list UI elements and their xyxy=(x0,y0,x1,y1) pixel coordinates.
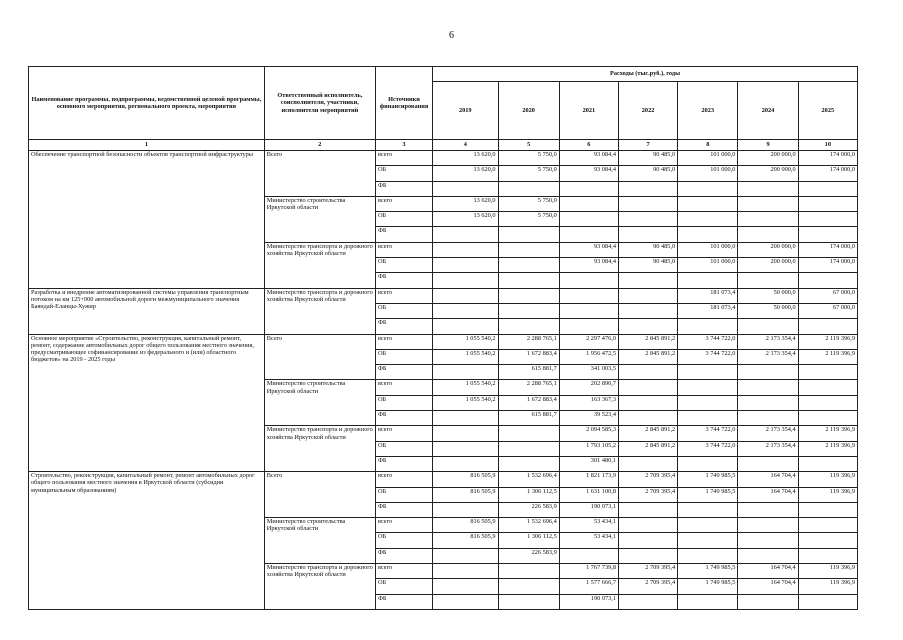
value-cell xyxy=(678,212,738,227)
value-cell: 164 704,4 xyxy=(738,564,798,579)
value-cell xyxy=(678,518,738,533)
value-cell: 816 505,9 xyxy=(433,487,498,502)
value-cell xyxy=(433,411,498,426)
value-cell: 90 485,0 xyxy=(618,258,677,273)
value-cell xyxy=(618,395,677,410)
value-cell xyxy=(559,227,618,242)
source-cell: ФБ xyxy=(375,227,432,242)
executor-cell: Министерство строительства Иркутской области xyxy=(264,380,375,426)
value-cell xyxy=(618,502,677,517)
value-cell xyxy=(433,502,498,517)
value-cell xyxy=(678,502,738,517)
value-cell: 119 396,9 xyxy=(798,579,857,594)
value-cell: 2 119 396,9 xyxy=(798,334,857,349)
header-year: 2020 xyxy=(498,82,559,140)
value-cell xyxy=(498,441,559,456)
value-cell: 13 620,0 xyxy=(433,196,498,211)
value-cell: 101 000,0 xyxy=(678,242,738,257)
source-cell: ОБ xyxy=(375,166,432,181)
value-cell: 5 750,0 xyxy=(498,151,559,166)
value-cell: 1 532 696,4 xyxy=(498,472,559,487)
value-cell: 39 523,4 xyxy=(559,411,618,426)
value-cell: 174 000,0 xyxy=(798,258,857,273)
source-cell: ОБ xyxy=(375,533,432,548)
source-cell: ФБ xyxy=(375,181,432,196)
value-cell: 200 000,0 xyxy=(738,151,798,166)
source-cell: ФБ xyxy=(375,548,432,563)
value-cell: 2 119 396,9 xyxy=(798,426,857,441)
value-cell: 2 288 765,1 xyxy=(498,334,559,349)
value-cell xyxy=(498,594,559,609)
value-cell xyxy=(738,227,798,242)
source-cell: ОБ xyxy=(375,349,432,364)
value-cell xyxy=(498,288,559,303)
header-year: 2024 xyxy=(738,82,798,140)
source-cell: ФБ xyxy=(375,273,432,288)
value-cell xyxy=(618,594,677,609)
value-cell xyxy=(433,288,498,303)
value-cell xyxy=(498,564,559,579)
value-cell: 5 750,0 xyxy=(498,166,559,181)
header-executor: Ответственный исполнитель, соисполнители, участники, исполнители мероприятий xyxy=(264,67,375,140)
value-cell xyxy=(433,319,498,334)
value-cell xyxy=(433,242,498,257)
value-cell xyxy=(738,212,798,227)
value-cell xyxy=(559,548,618,563)
value-cell xyxy=(678,365,738,380)
source-cell: ФБ xyxy=(375,411,432,426)
value-cell xyxy=(559,196,618,211)
value-cell: 119 396,9 xyxy=(798,564,857,579)
value-cell: 163 367,3 xyxy=(559,395,618,410)
value-cell: 119 396,9 xyxy=(798,487,857,502)
value-cell xyxy=(738,319,798,334)
value-cell: 1 956 472,5 xyxy=(559,349,618,364)
value-cell xyxy=(498,579,559,594)
value-cell: 5 750,0 xyxy=(498,196,559,211)
value-cell xyxy=(738,502,798,517)
table-row xyxy=(29,334,858,349)
source-cell: ОБ xyxy=(375,395,432,410)
value-cell: 615 881,7 xyxy=(498,411,559,426)
value-cell: 101 000,0 xyxy=(678,151,738,166)
value-cell: 53 434,1 xyxy=(559,518,618,533)
value-cell: 13 620,0 xyxy=(433,151,498,166)
value-cell xyxy=(678,533,738,548)
source-cell: ФБ xyxy=(375,456,432,471)
value-cell: 13 620,0 xyxy=(433,166,498,181)
value-cell xyxy=(798,548,857,563)
value-cell: 2 845 891,2 xyxy=(618,334,677,349)
value-cell: 2 119 396,9 xyxy=(798,349,857,364)
column-number: 8 xyxy=(678,140,738,151)
source-cell: всего xyxy=(375,472,432,487)
value-cell: 1 749 985,5 xyxy=(678,472,738,487)
value-cell xyxy=(559,273,618,288)
value-cell: 202 890,7 xyxy=(559,380,618,395)
value-cell xyxy=(498,319,559,334)
value-cell xyxy=(618,227,677,242)
value-cell xyxy=(678,395,738,410)
source-cell: всего xyxy=(375,518,432,533)
value-cell xyxy=(433,548,498,563)
source-cell: ФБ xyxy=(375,594,432,609)
value-cell: 174 000,0 xyxy=(798,166,857,181)
value-cell xyxy=(798,365,857,380)
value-cell: 1 767 739,8 xyxy=(559,564,618,579)
value-cell xyxy=(738,365,798,380)
value-cell xyxy=(498,242,559,257)
value-cell xyxy=(798,594,857,609)
value-cell xyxy=(798,196,857,211)
value-cell: 174 000,0 xyxy=(798,151,857,166)
value-cell: 1 532 696,4 xyxy=(498,518,559,533)
value-cell xyxy=(433,426,498,441)
value-cell xyxy=(618,212,677,227)
column-number: 2 xyxy=(264,140,375,151)
column-number: 5 xyxy=(498,140,559,151)
value-cell: 93 084,4 xyxy=(559,258,618,273)
value-cell: 2 709 395,4 xyxy=(618,564,677,579)
value-cell: 1 631 100,8 xyxy=(559,487,618,502)
value-cell xyxy=(559,288,618,303)
value-cell xyxy=(618,548,677,563)
value-cell: 174 000,0 xyxy=(798,242,857,257)
value-cell: 164 704,4 xyxy=(738,472,798,487)
value-cell: 615 881,7 xyxy=(498,365,559,380)
value-cell xyxy=(678,227,738,242)
value-cell: 93 084,4 xyxy=(559,242,618,257)
column-number: 7 xyxy=(618,140,677,151)
value-cell xyxy=(738,380,798,395)
source-cell: всего xyxy=(375,334,432,349)
activity-name: Разработка и внедрение автоматизированной системы управления транспортным потоком на км 125+000 автомобильной дороги межмуниципального значения Баяндай-Еланцы-Хужир xyxy=(29,288,265,334)
table-row xyxy=(29,151,858,166)
header-year: 2023 xyxy=(678,82,738,140)
value-cell xyxy=(738,273,798,288)
value-cell: 2 288 765,1 xyxy=(498,380,559,395)
value-cell: 93 084,4 xyxy=(559,151,618,166)
value-cell xyxy=(433,258,498,273)
source-cell: всего xyxy=(375,380,432,395)
value-cell xyxy=(798,411,857,426)
value-cell: 1 306 112,5 xyxy=(498,487,559,502)
header-year: 2022 xyxy=(618,82,677,140)
source-cell: ОБ xyxy=(375,579,432,594)
value-cell: 1 055 540,2 xyxy=(433,349,498,364)
source-cell: всего xyxy=(375,242,432,257)
header-year: 2019 xyxy=(433,82,498,140)
value-cell xyxy=(498,456,559,471)
executor-cell: Министерство строительства Иркутской области xyxy=(264,518,375,564)
value-cell xyxy=(559,303,618,318)
source-cell: ОБ xyxy=(375,303,432,318)
value-cell xyxy=(678,456,738,471)
column-number: 3 xyxy=(375,140,432,151)
value-cell: 2 709 395,4 xyxy=(618,472,677,487)
value-cell: 90 485,0 xyxy=(618,151,677,166)
value-cell: 2 173 354,4 xyxy=(738,426,798,441)
value-cell xyxy=(618,303,677,318)
value-cell xyxy=(618,288,677,303)
value-cell xyxy=(433,441,498,456)
value-cell: 1 749 985,5 xyxy=(678,564,738,579)
value-cell: 226 583,9 xyxy=(498,502,559,517)
value-cell: 200 000,0 xyxy=(738,258,798,273)
value-cell xyxy=(798,181,857,196)
value-cell xyxy=(798,502,857,517)
source-cell: ФБ xyxy=(375,365,432,380)
source-cell: всего xyxy=(375,564,432,579)
executor-cell: Министерство транспорта и дорожного хозяйства Иркутской области xyxy=(264,288,375,334)
column-number: 4 xyxy=(433,140,498,151)
header-name: Наименование программы, подпрограммы, ведомственной целевой программы, основного мероприятия, регионального проекта, мероприятия xyxy=(29,67,265,140)
header-source: Источники финансирования xyxy=(375,67,432,140)
value-cell xyxy=(618,518,677,533)
value-cell xyxy=(738,456,798,471)
value-cell xyxy=(433,594,498,609)
value-cell: 90 485,0 xyxy=(618,166,677,181)
value-cell xyxy=(498,181,559,196)
value-cell xyxy=(433,303,498,318)
value-cell xyxy=(738,548,798,563)
value-cell: 2 709 395,4 xyxy=(618,579,677,594)
value-cell xyxy=(433,273,498,288)
value-cell xyxy=(433,564,498,579)
value-cell xyxy=(798,273,857,288)
value-cell xyxy=(618,456,677,471)
source-cell: всего xyxy=(375,288,432,303)
value-cell: 50 000,0 xyxy=(738,303,798,318)
value-cell: 119 396,9 xyxy=(798,472,857,487)
value-cell: 2 094 585,3 xyxy=(559,426,618,441)
column-number: 9 xyxy=(738,140,798,151)
page-number: 6 xyxy=(449,30,454,41)
value-cell xyxy=(433,579,498,594)
value-cell xyxy=(678,181,738,196)
value-cell: 1 306 112,5 xyxy=(498,533,559,548)
value-cell: 190 073,1 xyxy=(559,594,618,609)
value-cell: 50 000,0 xyxy=(738,288,798,303)
value-cell xyxy=(618,273,677,288)
value-cell xyxy=(498,273,559,288)
source-cell: всего xyxy=(375,426,432,441)
value-cell: 1 672 883,4 xyxy=(498,349,559,364)
value-cell xyxy=(498,426,559,441)
value-cell: 2 845 891,2 xyxy=(618,349,677,364)
value-cell xyxy=(433,456,498,471)
column-number: 6 xyxy=(559,140,618,151)
value-cell: 2 173 354,4 xyxy=(738,334,798,349)
executor-cell: Министерство транспорта и дорожного хозяйства Иркутской области xyxy=(264,426,375,472)
value-cell: 190 073,1 xyxy=(559,502,618,517)
activity-name: Обеспечение транспортной безопасности объектов транспортной инфраструктуры xyxy=(29,151,265,289)
value-cell: 341 003,5 xyxy=(559,365,618,380)
executor-cell: Министерство строительства Иркутской области xyxy=(264,196,375,242)
value-cell: 1 821 173,9 xyxy=(559,472,618,487)
value-cell: 816 505,9 xyxy=(433,533,498,548)
value-cell: 3 744 722,0 xyxy=(678,441,738,456)
value-cell xyxy=(559,319,618,334)
value-cell xyxy=(678,594,738,609)
value-cell: 164 704,4 xyxy=(738,487,798,502)
value-cell xyxy=(678,548,738,563)
value-cell: 2 297 476,0 xyxy=(559,334,618,349)
value-cell xyxy=(433,365,498,380)
header-year: 2021 xyxy=(559,82,618,140)
value-cell xyxy=(618,181,677,196)
header-expenses: Расходы (тыс.руб.), годы xyxy=(433,67,858,82)
value-cell: 5 750,0 xyxy=(498,212,559,227)
executor-cell: Министерство транспорта и дорожного хозяйства Иркутской области xyxy=(264,564,375,610)
value-cell xyxy=(798,456,857,471)
value-cell xyxy=(618,196,677,211)
source-cell: ОБ xyxy=(375,441,432,456)
value-cell: 1 793 105,2 xyxy=(559,441,618,456)
value-cell xyxy=(738,518,798,533)
value-cell xyxy=(433,181,498,196)
executor-cell: Всего xyxy=(264,334,375,380)
value-cell: 2 173 354,4 xyxy=(738,349,798,364)
value-cell: 13 620,0 xyxy=(433,212,498,227)
value-cell: 226 583,9 xyxy=(498,548,559,563)
value-cell: 816 505,9 xyxy=(433,518,498,533)
value-cell: 93 084,4 xyxy=(559,166,618,181)
value-cell: 181 073,4 xyxy=(678,288,738,303)
value-cell: 67 000,0 xyxy=(798,288,857,303)
source-cell: ОБ xyxy=(375,487,432,502)
column-number: 1 xyxy=(29,140,265,151)
value-cell: 301 480,1 xyxy=(559,456,618,471)
value-cell: 2 845 891,2 xyxy=(618,441,677,456)
value-cell xyxy=(559,212,618,227)
value-cell: 181 073,4 xyxy=(678,303,738,318)
table-row xyxy=(29,288,858,303)
value-cell: 1 055 540,2 xyxy=(433,380,498,395)
value-cell xyxy=(798,227,857,242)
activity-name: Строительство, реконструкция, капитальный ремонт, ремонт автомобильных дорог общего пользования местного значения в Иркутской области (субсидии муниципальным образованиям) xyxy=(29,472,265,610)
executor-cell: Всего xyxy=(264,151,375,197)
source-cell: ОБ xyxy=(375,212,432,227)
value-cell: 3 744 722,0 xyxy=(678,349,738,364)
value-cell: 101 000,0 xyxy=(678,166,738,181)
value-cell xyxy=(798,212,857,227)
value-cell xyxy=(798,395,857,410)
value-cell: 2 119 396,9 xyxy=(798,441,857,456)
value-cell: 2 173 354,4 xyxy=(738,441,798,456)
source-cell: ФБ xyxy=(375,502,432,517)
value-cell xyxy=(798,518,857,533)
value-cell xyxy=(618,319,677,334)
value-cell: 200 000,0 xyxy=(738,166,798,181)
source-cell: всего xyxy=(375,151,432,166)
value-cell xyxy=(738,196,798,211)
value-cell xyxy=(738,533,798,548)
source-cell: ОБ xyxy=(375,258,432,273)
value-cell: 2 845 891,2 xyxy=(618,426,677,441)
value-cell: 101 000,0 xyxy=(678,258,738,273)
value-cell xyxy=(738,594,798,609)
value-cell xyxy=(798,533,857,548)
value-cell xyxy=(678,319,738,334)
value-cell: 200 000,0 xyxy=(738,242,798,257)
value-cell xyxy=(498,303,559,318)
value-cell: 164 704,4 xyxy=(738,579,798,594)
value-cell xyxy=(738,411,798,426)
value-cell: 2 709 395,4 xyxy=(618,487,677,502)
value-cell xyxy=(618,380,677,395)
value-cell xyxy=(738,181,798,196)
value-cell xyxy=(678,196,738,211)
value-cell xyxy=(798,319,857,334)
value-cell: 53 434,1 xyxy=(559,533,618,548)
value-cell xyxy=(798,380,857,395)
value-cell xyxy=(678,411,738,426)
value-cell xyxy=(678,273,738,288)
value-cell: 1 577 666,7 xyxy=(559,579,618,594)
value-cell: 1 055 540,2 xyxy=(433,395,498,410)
activity-name: Основное мероприятие «Строительство, реконструкция, капитальный ремонт, ремонт, содержание автомобильных дорог общего пользования местного значения, предусматривающее софинансирование из федерального и (или) областного бюджетов» на 2019 - 2025 годы xyxy=(29,334,265,472)
executor-cell: Всего xyxy=(264,472,375,518)
header-year: 2025 xyxy=(798,82,857,140)
value-cell: 90 485,0 xyxy=(618,242,677,257)
value-cell xyxy=(498,258,559,273)
column-number: 10 xyxy=(798,140,857,151)
table-row xyxy=(29,472,858,487)
value-cell: 1 749 985,5 xyxy=(678,579,738,594)
value-cell xyxy=(618,411,677,426)
value-cell: 1 672 883,4 xyxy=(498,395,559,410)
value-cell xyxy=(678,380,738,395)
value-cell: 67 000,0 xyxy=(798,303,857,318)
expenses-table xyxy=(28,66,858,610)
value-cell xyxy=(618,365,677,380)
value-cell: 1 055 540,2 xyxy=(433,334,498,349)
value-cell: 3 744 722,0 xyxy=(678,426,738,441)
value-cell xyxy=(618,533,677,548)
value-cell xyxy=(738,395,798,410)
source-cell: всего xyxy=(375,196,432,211)
executor-cell: Министерство транспорта и дорожного хозяйства Иркутской области xyxy=(264,242,375,288)
value-cell: 3 744 722,0 xyxy=(678,334,738,349)
source-cell: ФБ xyxy=(375,319,432,334)
value-cell: 816 505,9 xyxy=(433,472,498,487)
value-cell xyxy=(433,227,498,242)
value-cell xyxy=(498,227,559,242)
value-cell xyxy=(559,181,618,196)
value-cell: 1 749 985,5 xyxy=(678,487,738,502)
